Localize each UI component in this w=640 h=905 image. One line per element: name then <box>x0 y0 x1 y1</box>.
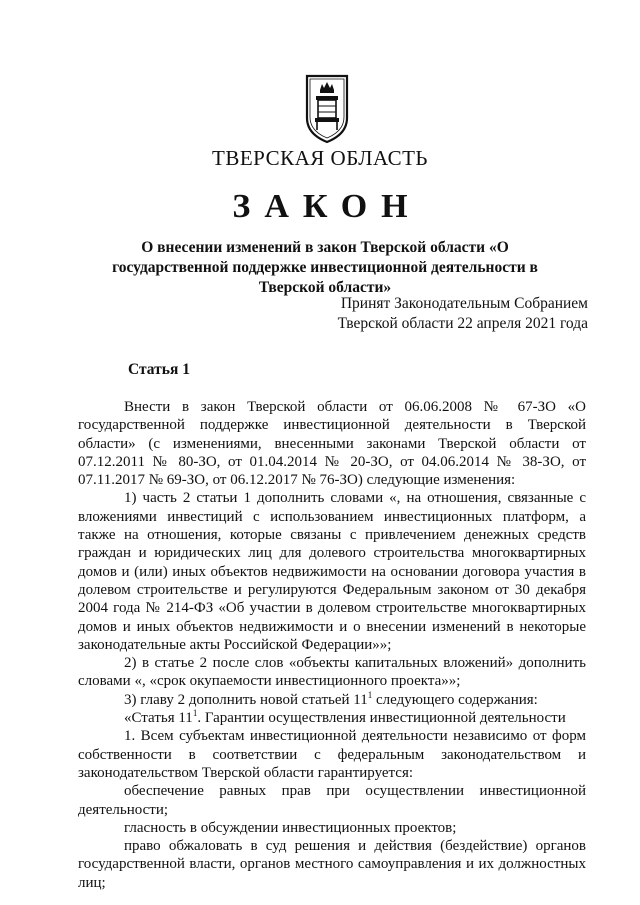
region-name: ТВЕРСКАЯ ОБЛАСТЬ <box>212 146 428 170</box>
adoption-note-line: Принят Законодательным Собранием <box>340 295 588 312</box>
paragraph: обеспечение равных прав при осуществлении инвестиционной деятельности; <box>78 783 586 818</box>
document-subtitle: О внесении изменений в закон Тверской области «О государственной поддержке инвестиционной деятельности в Тверской области» <box>112 239 538 296</box>
paragraph: Внести в закон Тверской области от 06.06.2008 № 67-ЗО «О государственной поддержке инвестиционной деятельности в Тверской области» (с изменениями, внесенными законами Тверской области от 07.12.2011 № 80-ЗО, от 01.04.2014 № 20-ЗО, от 04.06.2014 № 38-ЗО, от 07.11.2017 № 69-ЗО, от 06.12.2017 № 76-ЗО) следующие изменения: <box>78 399 586 489</box>
superscript: 1 <box>192 708 198 719</box>
adoption-note <box>338 294 588 334</box>
paragraph-text: «Статья 11 <box>124 710 193 727</box>
paragraph-text: следующего содержания: <box>372 691 538 708</box>
superscript: 1 <box>367 689 373 700</box>
document-title: ЗАКОН <box>232 188 422 225</box>
article-body <box>78 398 586 892</box>
paragraph: гласность в обсуждении инвестиционных проектов; <box>124 819 457 836</box>
adoption-note-line: Тверской области 22 апреля 2021 года <box>337 315 588 332</box>
paragraph: 2) в статье 2 после слов «объекты капитальных вложений» дополнить словами «, «срок окупаемости инвестиционного проекта»»; <box>78 655 586 690</box>
paragraph <box>78 709 586 727</box>
paragraph: право обжаловать в суд решения и действия (бездействие) органов государственной власти, органов местного самоуправления и их должностных лиц; <box>78 838 586 891</box>
paragraph: 1) часть 2 статьи 1 дополнить словами «, на отношения, связанные с вложениями инвестиций с использованием инвестиционных платформ, а также на отношения, которые связаны с привлечением денежных средств граждан и юридических лиц для долевого строительства многоквартирных домов и (или) иных объектов недвижимости на основании договора участия в долевом строительстве и регулируются Федеральным законом от 30 декабря 2004 года № 214-ФЗ «Об участии в долевом строительстве многоквартирных домов и иных объектов недвижимости и о внесении изменений в некоторые законодательные акты Российской Федерации»»; <box>78 490 586 653</box>
paragraph-text: . Гарантии осуществления инвестиционной деятельности <box>197 710 566 727</box>
article-heading: Статья 1 <box>128 361 190 378</box>
tver-coat-of-arms-icon <box>304 72 350 144</box>
paragraph <box>78 691 586 709</box>
paragraph: 1. Всем субъектам инвестиционной деятельности независимо от форм собственности в соответствии с федеральным законодательством и законодательством Тверской области гарантируется: <box>78 728 586 781</box>
paragraph-text: 3) главу 2 дополнить новой статьей 11 <box>124 691 368 708</box>
